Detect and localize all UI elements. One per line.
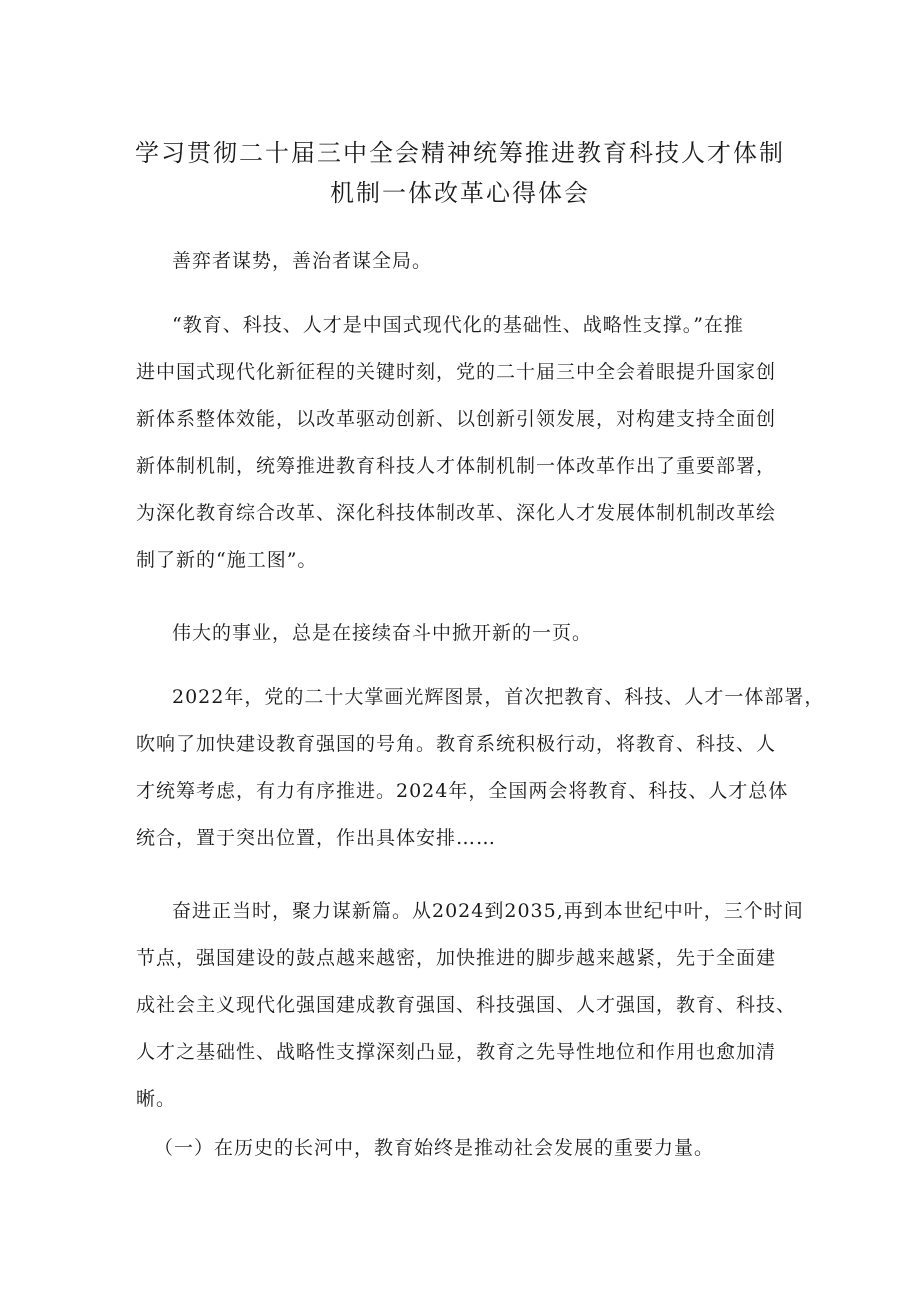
paragraph-line: 才统筹考虑，有力有序推进。2024年，全国两会将教育、科技、人才总体 xyxy=(136,780,789,802)
paragraph-line: 新体制机制，统筹推进教育科技人才体制机制一体改革作出了重要部署， xyxy=(136,455,777,477)
paragraph-2 xyxy=(136,302,796,584)
paragraph-4 xyxy=(136,674,825,862)
paragraph-line: 晰。 xyxy=(136,1088,177,1110)
document-title-line-1: 学习贯彻二十届三中全会精神统筹推进教育科技人才体制 xyxy=(135,139,785,167)
paragraph-3 xyxy=(136,610,796,657)
paragraph-line: 善弈者谋势，善治者谋全局。 xyxy=(172,250,433,272)
paragraph-line: 2022年，党的二十大掌画光辉图景，首次把教育、科技、人才一体部署， xyxy=(172,686,825,708)
paragraph-line: 成社会主义现代化强国建成教育强国、科技强国、人才强国，教育、科技、 xyxy=(136,994,797,1016)
paragraph-line: 进中国式现代化新征程的关键时刻，党的二十届三中全会着眼提升国家创 xyxy=(136,361,777,383)
paragraph-line: 为深化教育综合改革、深化科技体制改革、深化人才发展体制机制改革绘 xyxy=(136,502,777,524)
paragraph-line: 节点，强国建设的鼓点越来越密，加快推进的脚步越来越紧，先于全面建 xyxy=(136,947,777,969)
paragraph-line: 统合，置于突出位置，作出具体安排…… xyxy=(136,827,497,849)
paragraph-line: 奋进正当时，聚力谋新篇。从2024到2035,再到本世纪中叶，三个时间 xyxy=(172,900,804,922)
paragraph-1 xyxy=(136,238,796,285)
paragraph-line: 吹响了加快建设教育强国的号角。教育系统积极行动，将教育、科技、人 xyxy=(136,733,777,755)
paragraph-line: 制了新的“施工图”。 xyxy=(136,549,318,571)
paragraph-line: 新体系整体效能，以改革驱动创新、以创新引领发展，对构建支持全面创 xyxy=(136,408,777,430)
paragraph-line: 人才之基础性、战略性支撑深刻凸显，教育之先导性地位和作用也愈加清 xyxy=(136,1041,777,1063)
section-heading-1 xyxy=(136,1125,796,1172)
paragraph-line: “教育、科技、人才是中国式现代化的基础性、战略性支撑。”在推 xyxy=(172,314,744,336)
document-title-line-2: 机制一体改革心得体会 xyxy=(330,179,590,207)
paragraph-5 xyxy=(136,888,804,1123)
paragraph-line: 伟大的事业，总是在接续奋斗中掀开新的一页。 xyxy=(172,622,593,644)
section-heading-line: （一）在历史的长河中，教育始终是推动社会发展的重要力量。 xyxy=(154,1137,715,1159)
